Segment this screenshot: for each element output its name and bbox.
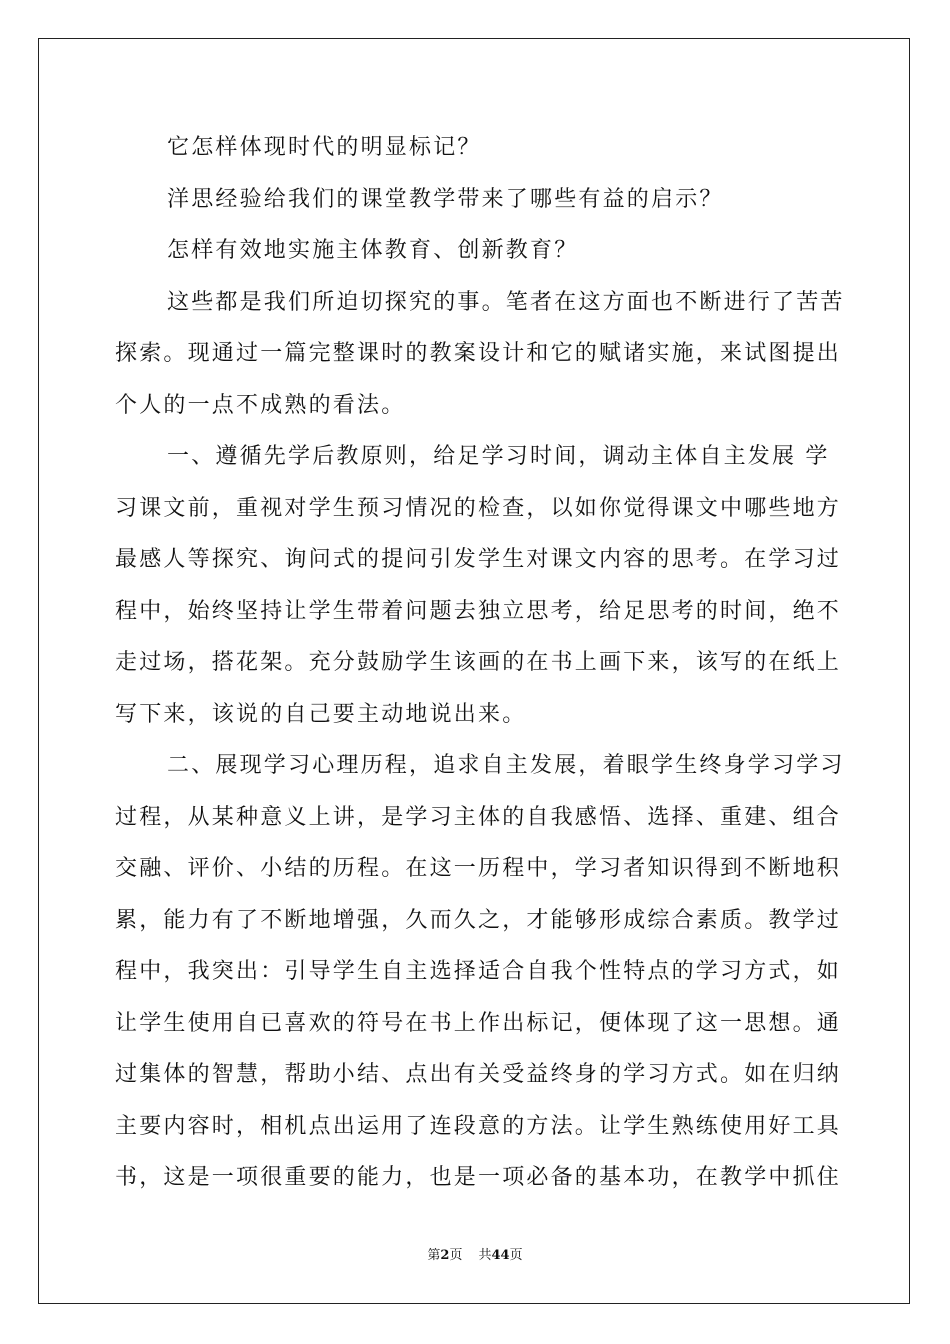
section-two-line-9: 书，这是一项很重要的能力，也是一项必备的基本功，在教学中抓住: [115, 1165, 842, 1190]
paragraph-intro-line-1: 这些都是我们所迫切探究的事。笔者在这方面也不断进行了苦苦: [167, 289, 845, 315]
section-one-line-6: 写下来，该说的自己要主动地说出来。: [115, 701, 527, 727]
question-line-1: 它怎样体现时代的明显标记？: [167, 135, 482, 160]
section-two-line-1: 二、展现学习心理历程，追求自主发展，着眼学生终身学习学习: [167, 753, 845, 778]
paragraph-intro-line-3: 个人的一点不成熟的看法。: [115, 392, 406, 418]
section-two-line-3: 交融、评价、小结的历程。在这一历程中，学习者知识得到不断地积: [115, 856, 842, 881]
section-two-line-4: 累，能力有了不断地增强，久而久之，才能够形成综合素质。教学过: [115, 907, 842, 933]
page-number: 2: [440, 1248, 450, 1263]
section-one-line-1: 一、遵循先学后教原则，给足学习时间，调动主体自主发展 学: [167, 444, 830, 469]
section-two-line-6: 让学生使用自已喜欢的符号在书上作出标记，便体现了这一思想。通: [115, 1010, 842, 1036]
section-one-line-3: 最感人等探究、询问式的提问引发学生对课文内容的思考。在学习过: [115, 547, 842, 572]
section-one-line-2: 习课文前，重视对学生预习情况的检查，以如你觉得课文中哪些地方: [115, 495, 842, 521]
section-one-line-5: 走过场，搭花架。充分鼓励学生该画的在书上画下来，该写的在纸上: [115, 650, 842, 675]
paragraph-intro-line-2: 探索。现通过一篇完整课时的教案设计和它的赋诸实施，来试图提出: [115, 341, 842, 366]
section-two-line-2: 过程，从某种意义上讲，是学习主体的自我感悟、选择、重建、组合: [115, 804, 842, 830]
page-suffix: 页: [449, 1248, 463, 1263]
section-one-line-4: 程中，始终坚持让学生带着问题去独立思考，给足思考的时间，绝不: [115, 598, 842, 624]
section-two-line-7: 过集体的智慧，帮助小结、点出有关受益终身的学习方式。如在归纳: [115, 1062, 842, 1087]
total-prefix: 共: [478, 1248, 492, 1263]
section-two-line-5: 程中，我突出：引导学生自主选择适合自我个性特点的学习方式，如: [115, 959, 842, 984]
page-footer: [0, 1244, 950, 1263]
document-body: [115, 122, 845, 1204]
total-pages: 44: [491, 1248, 510, 1263]
page-prefix: 第: [427, 1248, 441, 1263]
total-suffix: 页: [509, 1248, 523, 1263]
section-two-line-8: 主要内容时，相机点出运用了连段意的方法。让学生熟练使用好工具: [115, 1113, 842, 1139]
question-line-3: 怎样有效地实施主体教育、创新教育？: [167, 238, 579, 263]
question-line-2: 洋思经验给我们的课堂教学带来了哪些有益的启示？: [167, 186, 724, 212]
